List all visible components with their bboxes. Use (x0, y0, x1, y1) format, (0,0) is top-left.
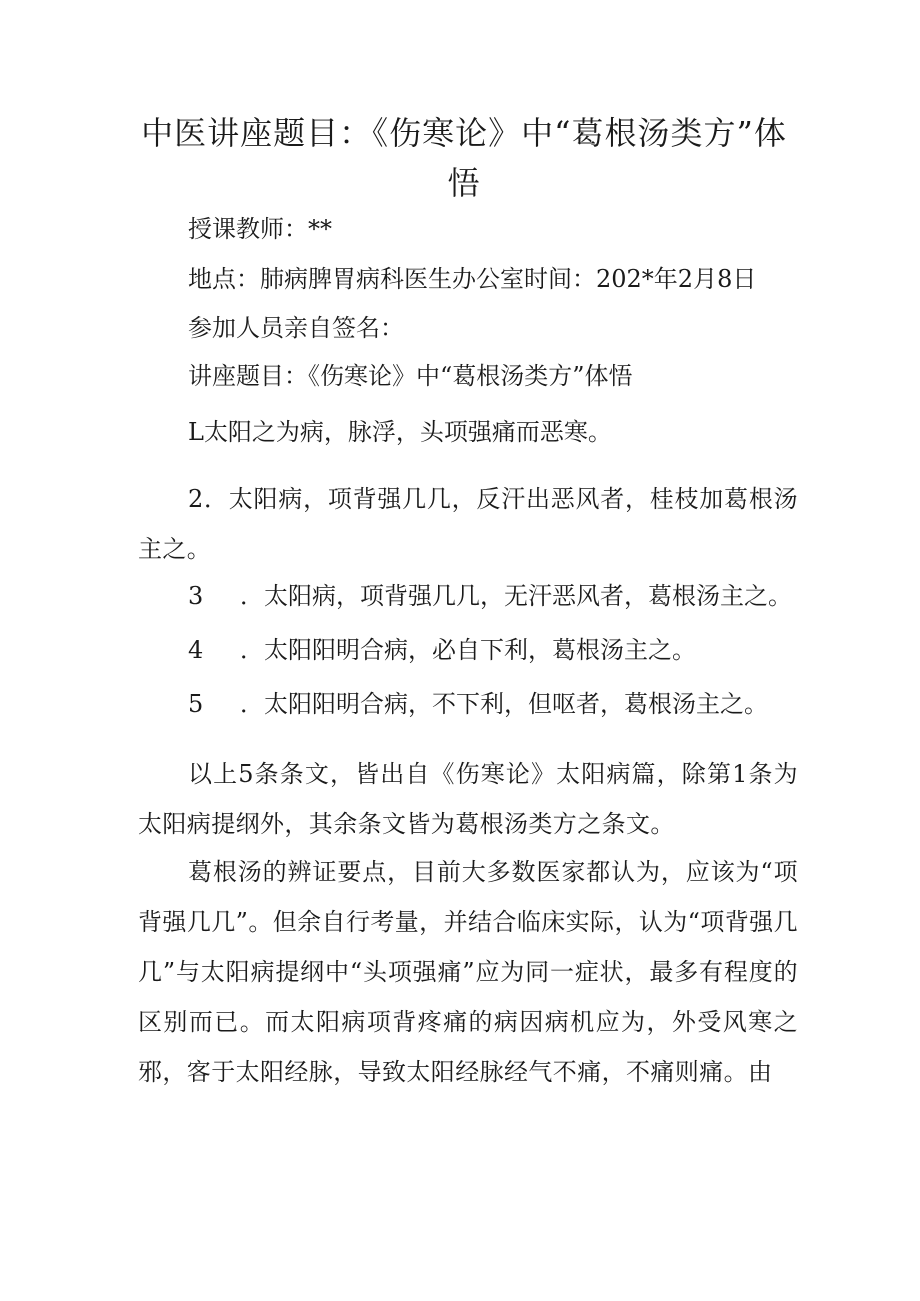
teacher-line: 授课教师：** (188, 215, 332, 243)
summary-paragraph: 以上5条条文，皆出自《伤寒论》太阳病篇，除第1条为太阳病提纲外，其余条文皆为葛根汤类方之条文。 (138, 760, 798, 838)
article-item-4-text: ．太阳阳明合病，必自下利，葛根汤主之。 (240, 636, 696, 664)
article-item-3-text: ．太阳病，项背强几几，无汗恶风者，葛根汤主之。 (240, 582, 792, 610)
article-item-1: L太阳之为病，脉浮，头项强痛而恶寒。 (188, 418, 612, 446)
article-item-3-number: 3 (188, 582, 204, 610)
article-item-5-text: ．太阳阳明合病，不下利，但呕者，葛根汤主之。 (240, 690, 768, 718)
location-time-line: 地点：肺病脾胃病科医生办公室时间：202*年2月8日 (188, 265, 757, 293)
article-item-5-number: 5 (188, 690, 204, 718)
topic-line: 讲座题目：《伤寒论》中“葛根汤类方”体悟 (188, 362, 633, 390)
attendees-line: 参加人员亲自签名： (188, 314, 404, 342)
article-item-4-number: 4 (188, 636, 204, 664)
document-title: 中医讲座题目：《伤寒论》中“葛根汤类方”体悟 (141, 114, 787, 202)
article-item-2: 2．太阳病，项背强几几，反汗出恶风者，桂枝加葛根汤主之。 (138, 485, 798, 563)
discussion-paragraph: 葛根汤的辨证要点，目前大多数医家都认为，应该为“项背强几几”。但余自行考量，并结合临床实际，认为“项背强几几”与太阳病提纲中“头项强痛”应为同一症状，最多有程度的区别而已。而太阳病项背疼痛的病因病机应为，外受风寒之邪，客于太阳经脉，导致太阳经脉经气不痛，不痛则痛。由 (138, 858, 798, 1086)
